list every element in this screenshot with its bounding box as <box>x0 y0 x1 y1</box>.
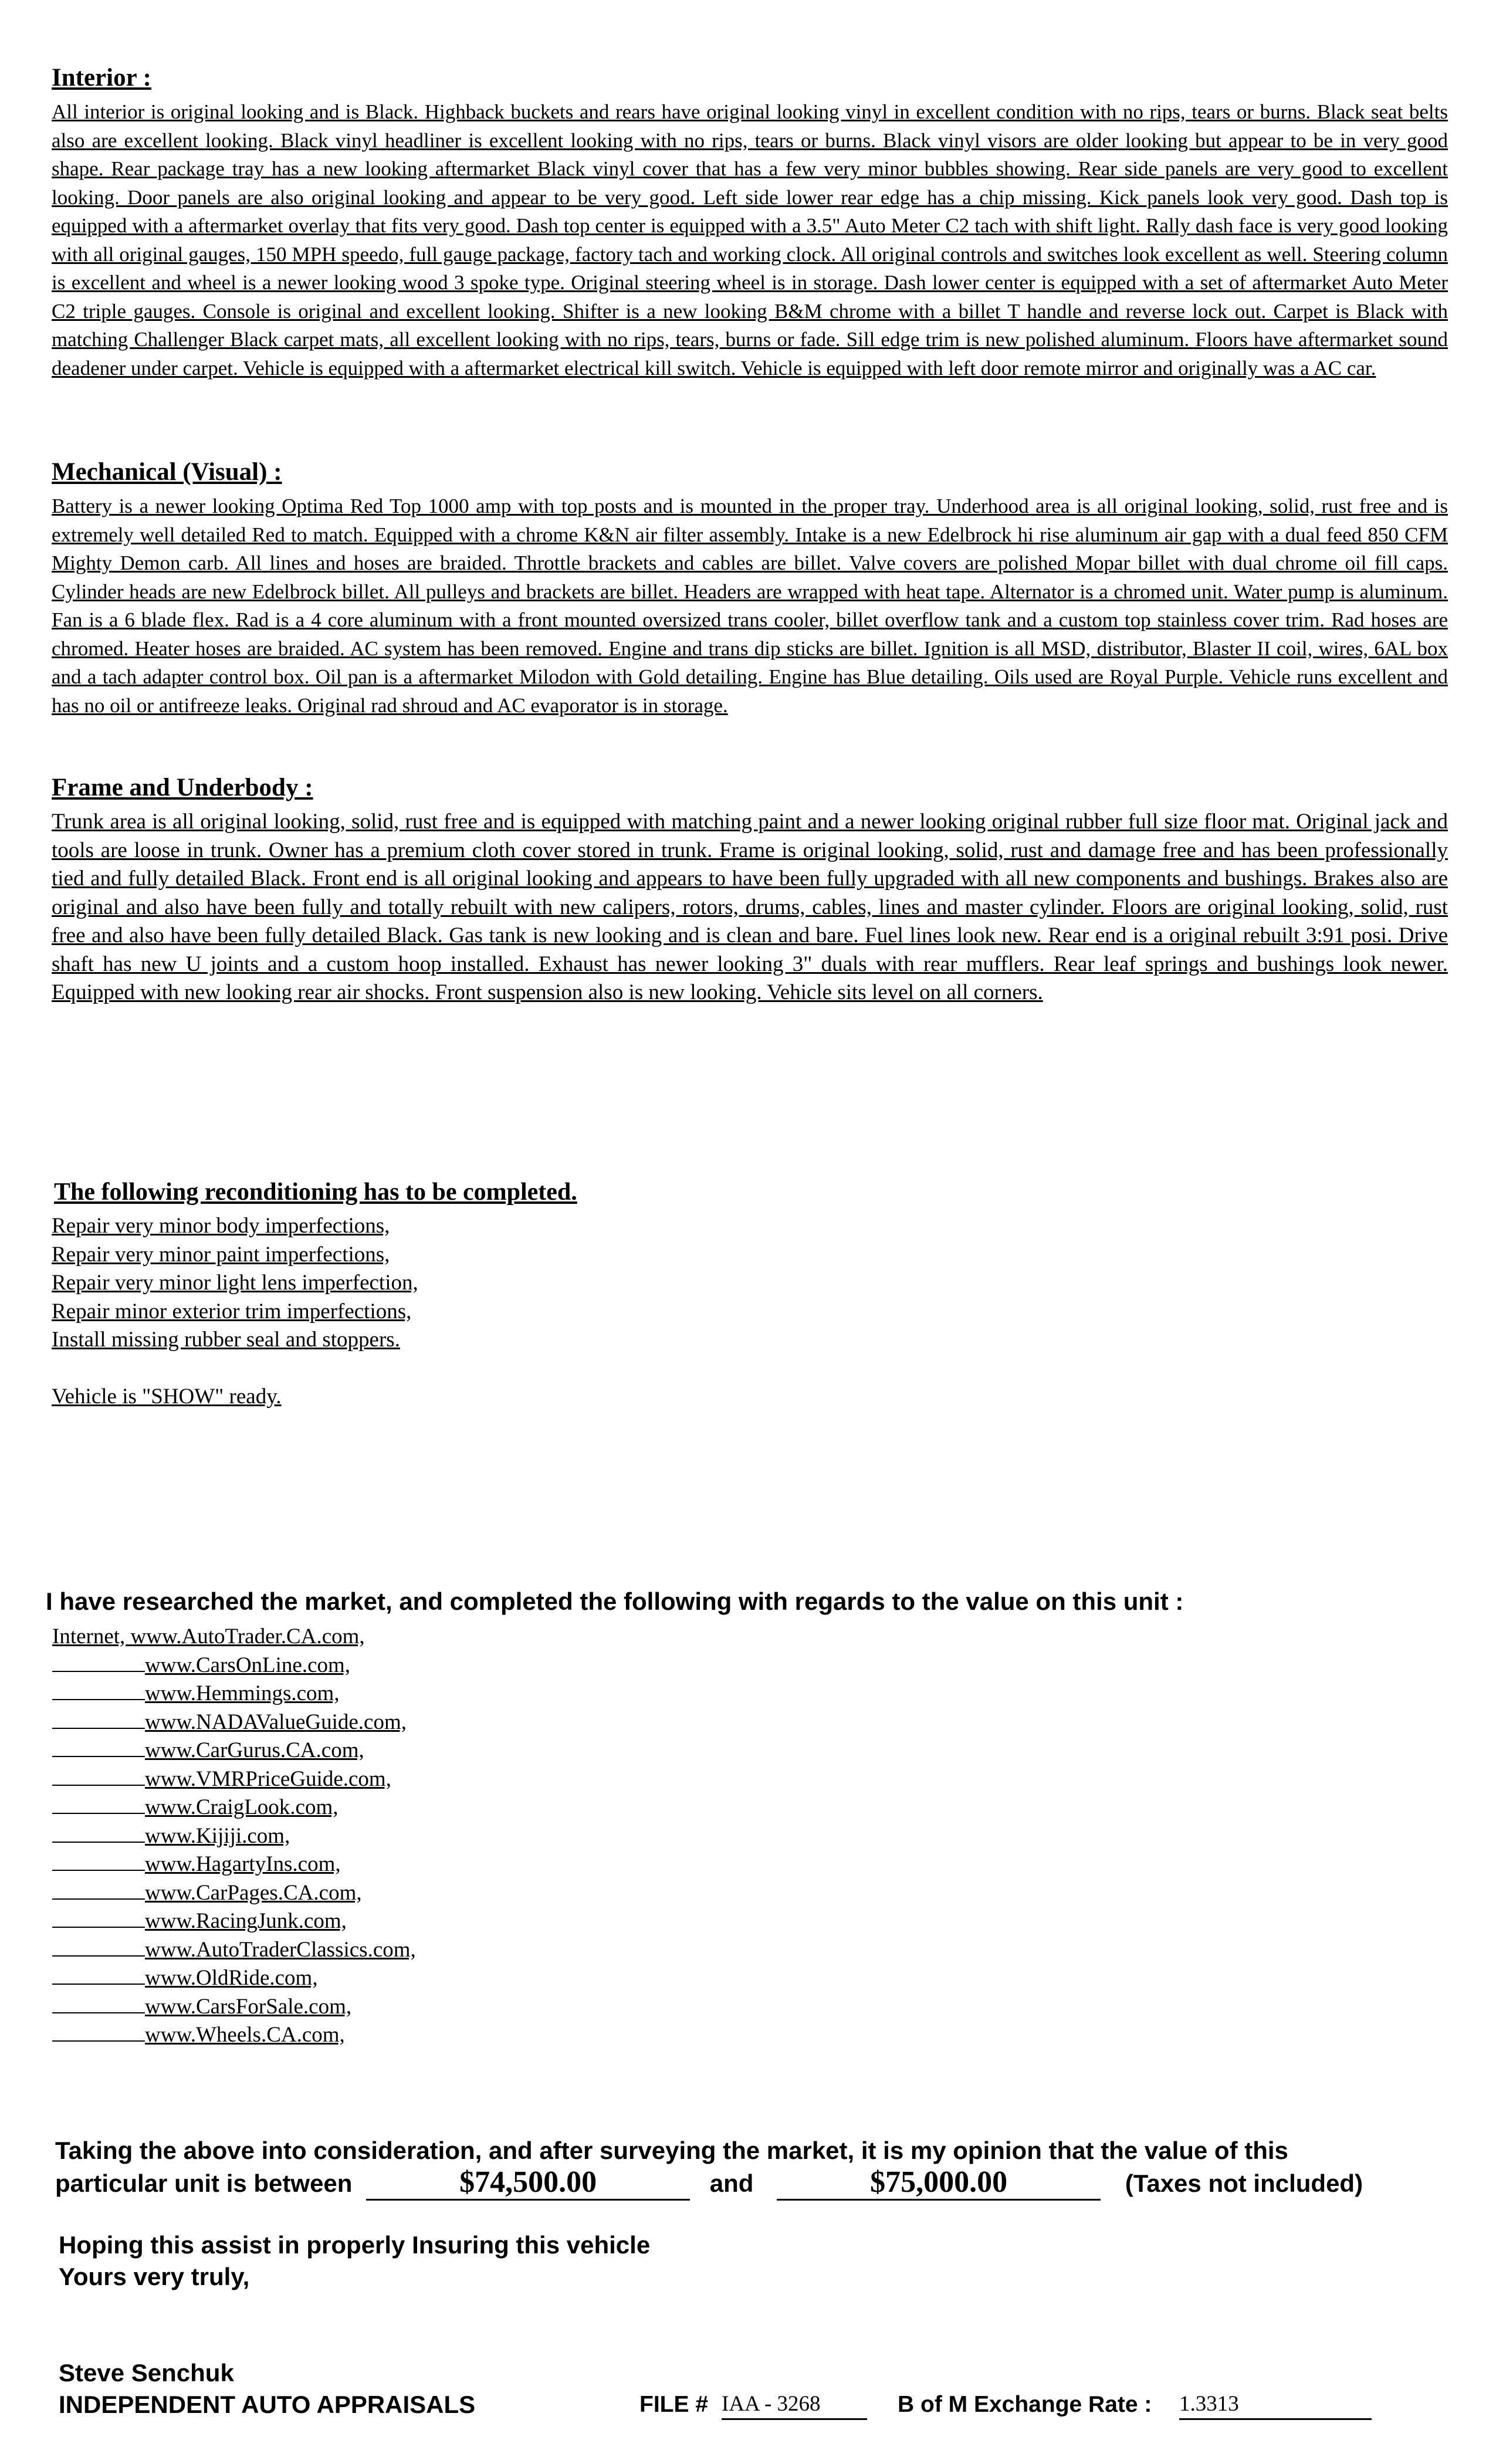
website-url: www.AutoTraderClassics.com, <box>145 1937 416 1962</box>
website-blank-line <box>52 1699 145 1700</box>
website-row <box>52 1737 1442 1765</box>
website-blank-line <box>52 1898 145 1900</box>
interior-section <box>52 63 1448 383</box>
website-blank-line <box>52 1813 145 1814</box>
website-row <box>52 1964 1442 1993</box>
website-url: www.CarPages.CA.com, <box>145 1880 362 1905</box>
file-number: IAA - 3268 <box>722 2390 867 2420</box>
taxes-note: (Taxes not included) <box>1125 2169 1363 2197</box>
website-row <box>52 1993 1442 2022</box>
reconditioning-section <box>52 1178 1448 1411</box>
reconditioning-heading: The following reconditioning has to be completed. <box>54 1179 577 1206</box>
interior-heading: Interior : <box>52 64 151 92</box>
website-prefix: Internet, <box>52 1624 131 1649</box>
website-row <box>52 1879 1442 1908</box>
and-word: and <box>709 2169 754 2197</box>
website-blank-line <box>52 1984 145 1985</box>
website-list <box>52 1623 1442 2050</box>
mechanical-text: Battery is a newer looking Optima Red Top 1000 amp with top posts and is mounted in the proper tray. Underhood area is all original looking, solid, rust free and is extremely well detailed Red to match. Equipped with a chrome K&N air filter assembly. Intake is a new Edelbrock hi rise aluminum air gap with a dual feed 850 CFM Mighty Demon carb. All lines and hoses are braided. Throttle brackets and cables are billet. Valve covers are polished Mopar billet with dual chrome oil fill caps. Cylinder heads are new Edelbrock billet. All pulleys and brackets are billet. Headers are wrapped with heat tape. Alternator is a chromed unit. Water pump is aluminum. Fan is a 6 blade flex. Rad is a 4 core aluminum with a front mounted oversized trans cooler, billet overflow tank and a custom top stainless cover trim. Rad hoses are chromed. Heater hoses are braided. AC system has been removed. Engine and trans dip sticks are billet. Ignition is all MSD, distributor, Blaster II coil, wires, 6AL box and a tach adapter control box. Oil pan is a aftermarket Milodon with Gold detailing. Engine has Blue detailing. Oils used are Royal Purple. Vehicle runs excellent and has no oil or antifreeze leaks. Original rad shroud and AC evaporator is in storage. <box>52 495 1448 717</box>
website-url: www.NADAValueGuide.com, <box>145 1710 407 1734</box>
website-url: www.AutoTrader.CA.com, <box>130 1624 365 1649</box>
website-url: www.Hemmings.com, <box>145 1681 340 1705</box>
signature-section <box>59 2357 1455 2424</box>
reconditioning-item: Repair very minor body imperfections, <box>52 1214 390 1238</box>
website-row <box>52 1936 1442 1965</box>
website-row <box>52 1907 1442 1936</box>
signer-name: Steve Senchuk <box>59 2359 234 2387</box>
file-label: FILE # <box>639 2392 709 2417</box>
website-url: www.CarGurus.CA.com, <box>145 1738 364 1762</box>
signature-footer <box>59 2389 1455 2424</box>
website-row <box>52 1850 1442 1879</box>
website-row <box>52 1680 1442 1708</box>
exchange-rate-label: B of M Exchange Rate : <box>898 2392 1152 2417</box>
website-blank-line <box>52 1927 145 1928</box>
website-url: www.Kijiji.com, <box>145 1823 290 1848</box>
website-blank-line <box>52 1671 145 1672</box>
website-url: www.CraigLook.com, <box>145 1795 339 1819</box>
website-row <box>52 1708 1442 1737</box>
valuation-line2 <box>55 2166 1451 2201</box>
website-row <box>52 2021 1442 2050</box>
reconditioning-item: Install missing rubber seal and stoppers. <box>52 1328 400 1352</box>
frame-text: Trunk area is all original looking, solid, rust free and is equipped with matching paint and a newer looking original rubber full size floor mat. Original jack and tools are loose in trunk. Owner has a premium cloth cover stored in trunk. Frame is original looking, solid, rust and damage free and has been professionally tied and fully detailed Black. Front end is all original looking and appears to have been fully upgraded with all new components and bushings. Brakes also are original and also have been fully and totally rebuilt with new calipers, rotors, drums, cables, lines and master cylinder. Floors are original looking, solid, rust free and also have been fully detailed Black. Gas tank is new looking and is clean and bare. Fuel lines look new. Rear end is a original rebuilt 3:91 posi. Drive shaft has new U joints and a custom hoop installed. Exhaust has newer looking 3" duals with rear mufflers. Rear leaf springs and bushings look newer. Equipped with new looking rear air shocks. Front suspension also is new looking. Vehicle sits level on all corners. <box>52 810 1448 1004</box>
website-row <box>52 1793 1442 1822</box>
website-blank-line <box>52 1785 145 1786</box>
company-name: INDEPENDENT AUTO APPRAISALS <box>59 2391 476 2418</box>
exchange-rate-value: 1.3313 <box>1179 2390 1372 2420</box>
website-url: www.CarsForSale.com, <box>145 1994 352 2019</box>
website-url: www.OldRide.com, <box>145 1966 318 1990</box>
website-row <box>52 1765 1442 1794</box>
website-row <box>52 1623 1442 1651</box>
website-url: www.HagartyIns.com, <box>145 1852 341 1876</box>
website-blank-line <box>52 2012 145 2013</box>
closing-section <box>59 2229 1455 2293</box>
mechanical-section <box>52 458 1448 720</box>
reconditioning-item: Repair very minor light lens imperfection, <box>52 1271 418 1295</box>
website-row <box>52 1651 1442 1680</box>
frame-section <box>52 773 1448 1007</box>
frame-heading: Frame and Underbody : <box>52 774 313 801</box>
website-url: www.Wheels.CA.com, <box>145 2023 345 2047</box>
website-url: www.RacingJunk.com, <box>145 1909 347 1933</box>
website-row <box>52 1822 1442 1851</box>
website-blank-line <box>52 1842 145 1843</box>
valuation-section <box>55 2135 1451 2201</box>
website-blank-line <box>52 1955 145 1957</box>
value-low: $74,500.00 <box>366 2166 690 2201</box>
closing-line1: Hoping this assist in properly Insuring this vehicle <box>59 2231 651 2259</box>
website-blank-line <box>52 1728 145 1729</box>
closing-line2: Yours very truly, <box>59 2263 250 2290</box>
value-high: $75,000.00 <box>777 2166 1101 2201</box>
valuation-line1: Taking the above into consideration, and after surveying the market, it is my opinion that the value of this <box>55 2137 1288 2164</box>
reconditioning-item: Repair very minor paint imperfections, <box>52 1242 390 1267</box>
interior-text: All interior is original looking and is Black. Highback buckets and rears have original looking vinyl in excellent condition with no rips, tears or burns. Black seat belts also are excellent looking. Black vinyl headliner is excellent looking with no rips, tears or burns. Black vinyl visors are older looking but appear to be in very good shape. Rear package tray has a new looking aftermarket Black vinyl cover that has a few very minor bubbles showing. Rear side panels are very good to excellent looking. Door panels are also original looking and appear to be very good. Left side lower rear edge has a chip missing. Kick panels look very good. Dash top is equipped with a aftermarket overlay that fits very good. Dash top center is equipped with a 3.5" Auto Meter C2 tach with shift light. Rally dash face is very good looking with all original gauges, 150 MPH speedo, full gauge package, factory tach and working clock. All original controls and switches look excellent as well. Steering column is excellent and wheel is a newer looking wood 3 spoke type. Original steering wheel is in storage. Dash lower center is equipped with a set of aftermarket Auto Meter C2 triple gauges. Console is original and excellent looking. Shifter is a new looking B&M chrome with a billet T handle and reverse lock out. Carpet is Black with matching Challenger Black carpet mats, all excellent looking with no rips, tears, burns or fade. Sill edge trim is new polished aluminum. Floors have aftermarket sound deadener under carpet. Vehicle is equipped with a aftermarket electrical kill switch. Vehicle is equipped with left door remote mirror and originally was a AC car. <box>52 100 1448 380</box>
reconditioning-list <box>52 1212 1448 1355</box>
website-url: www.CarsOnLine.com, <box>145 1653 351 1677</box>
website-blank-line <box>52 2040 145 2042</box>
reconditioning-item: Repair minor exterior trim imperfections, <box>52 1299 412 1324</box>
research-heading: I have researched the market, and completed the following with regards to the value on this unit : <box>46 1588 1184 1615</box>
website-blank-line <box>52 1870 145 1871</box>
website-blank-line <box>52 1756 145 1757</box>
valuation-prefix: particular unit is between <box>55 2169 353 2197</box>
show-ready-note: Vehicle is "SHOW" ready. <box>52 1384 282 1409</box>
research-section <box>46 1588 1442 2050</box>
mechanical-heading: Mechanical (Visual) : <box>52 458 282 486</box>
website-url: www.VMRPriceGuide.com, <box>145 1766 391 1791</box>
